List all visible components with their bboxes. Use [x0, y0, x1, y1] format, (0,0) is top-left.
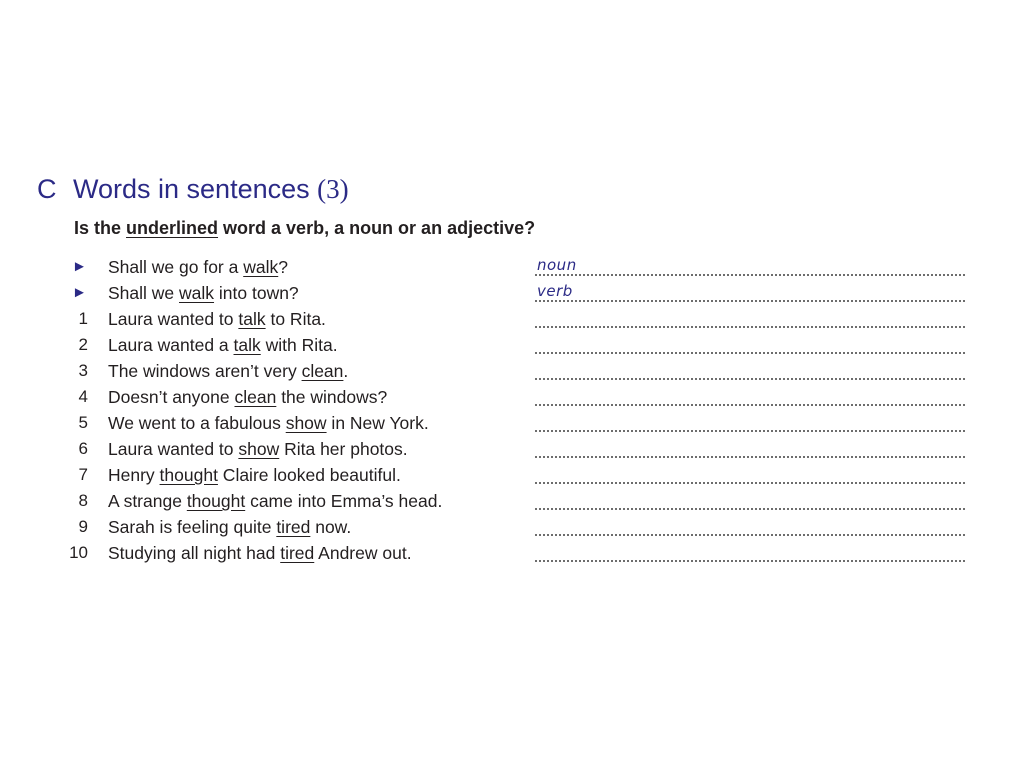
exercise-number: (3) [317, 174, 349, 204]
sentence-after: to Rita. [265, 309, 326, 329]
sentence-after: into town? [214, 283, 299, 303]
exercise-item [0, 386, 1024, 412]
sentence-before: A strange [108, 491, 187, 511]
item-number: 3 [78, 361, 88, 380]
answer-line[interactable] [535, 300, 965, 302]
example-arrow-icon: ► [72, 258, 87, 275]
exercise-item [0, 360, 1024, 386]
sentence-after: in New York. [326, 413, 429, 433]
item-number: 9 [78, 517, 88, 536]
exercise-letter: C [37, 174, 57, 204]
sentence-underlined-word: walk [179, 283, 215, 303]
sentence-underlined-word: thought [186, 491, 246, 511]
item-sentence [108, 517, 351, 538]
item-number: 10 [69, 543, 88, 562]
sentence-before: Shall we [108, 283, 180, 303]
sentence-underlined-word: show [285, 413, 327, 433]
instruction-text-before: Is the [74, 218, 127, 238]
item-number: 4 [78, 387, 88, 406]
item-number: 5 [78, 413, 88, 432]
item-sentence [108, 491, 442, 512]
item-sentence [108, 361, 348, 382]
exercise-item [0, 412, 1024, 438]
item-sentence [108, 283, 299, 304]
item-sentence [108, 387, 387, 408]
exercise-item [0, 516, 1024, 542]
item-sentence [108, 257, 288, 278]
handwritten-answer: noun [537, 256, 577, 274]
sentence-before: Laura wanted a [108, 335, 234, 355]
sentence-underlined-word: talk [238, 309, 266, 329]
exercise-item [0, 308, 1024, 334]
sentence-underlined-word: clean [234, 387, 277, 407]
instruction-underlined-word: underlined [126, 218, 219, 238]
sentence-after: with Rita. [260, 335, 338, 355]
item-sentence [108, 465, 401, 486]
answer-line[interactable] [535, 456, 965, 458]
item-sentence [108, 309, 326, 330]
sentence-underlined-word: thought [159, 465, 218, 485]
item-sentence [108, 413, 429, 434]
sentence-before: Doesn’t anyone [108, 387, 235, 407]
exercise-title: Words in sentences [73, 174, 310, 204]
item-number: 7 [78, 465, 88, 484]
sentence-after: now. [310, 517, 352, 537]
sentence-before: We went to a fabulous [108, 413, 286, 433]
answer-line[interactable] [535, 534, 965, 536]
exercise-item [0, 282, 1024, 308]
answer-line[interactable] [535, 378, 965, 380]
answer-line[interactable] [535, 508, 965, 510]
item-sentence [108, 335, 338, 356]
sentence-after: Andrew out. [314, 543, 412, 563]
item-sentence [108, 439, 408, 460]
exercise-item [0, 490, 1024, 516]
sentence-before: Sarah is feeling quite [108, 517, 277, 537]
exercise-instruction [74, 218, 535, 239]
handwritten-answer: verb [537, 282, 573, 300]
sentence-after: the windows? [276, 387, 388, 407]
item-sentence [108, 543, 412, 564]
answer-line[interactable] [535, 560, 965, 562]
example-arrow-icon: ► [72, 284, 87, 301]
answer-line[interactable] [535, 482, 965, 484]
exercise-heading [37, 174, 349, 205]
sentence-underlined-word: tired [276, 517, 311, 537]
sentence-after: . [343, 361, 349, 381]
sentence-after: Claire looked beautiful. [217, 465, 401, 485]
answer-line[interactable] [535, 326, 965, 328]
item-number: 2 [78, 335, 88, 354]
sentence-before: Henry [108, 465, 160, 485]
answer-line[interactable] [535, 274, 965, 276]
exercise-item [0, 464, 1024, 490]
item-number: 8 [78, 491, 88, 510]
sentence-before: Laura wanted to [108, 439, 239, 459]
exercise-item [0, 542, 1024, 568]
sentence-after: came into Emma’s head. [245, 491, 443, 511]
sentence-before: Shall we go for a [108, 257, 244, 277]
sentence-underlined-word: clean [301, 361, 344, 381]
sentence-underlined-word: show [238, 439, 280, 459]
exercise-item [0, 334, 1024, 360]
instruction-text-after: word a verb, a noun or an adjective? [218, 218, 536, 238]
exercise-item [0, 438, 1024, 464]
sentence-before: Laura wanted to [108, 309, 239, 329]
sentence-before: The windows aren’t very [108, 361, 302, 381]
answer-line[interactable] [535, 352, 965, 354]
sentence-after: ? [278, 257, 288, 277]
answer-line[interactable] [535, 404, 965, 406]
sentence-underlined-word: tired [280, 543, 315, 563]
sentence-before: Studying all night had [108, 543, 281, 563]
answer-line[interactable] [535, 430, 965, 432]
exercise-item [0, 256, 1024, 282]
item-number: 6 [78, 439, 88, 458]
sentence-underlined-word: walk [243, 257, 279, 277]
sentence-after: Rita her photos. [279, 439, 408, 459]
item-number: 1 [78, 309, 88, 328]
sentence-underlined-word: talk [233, 335, 261, 355]
